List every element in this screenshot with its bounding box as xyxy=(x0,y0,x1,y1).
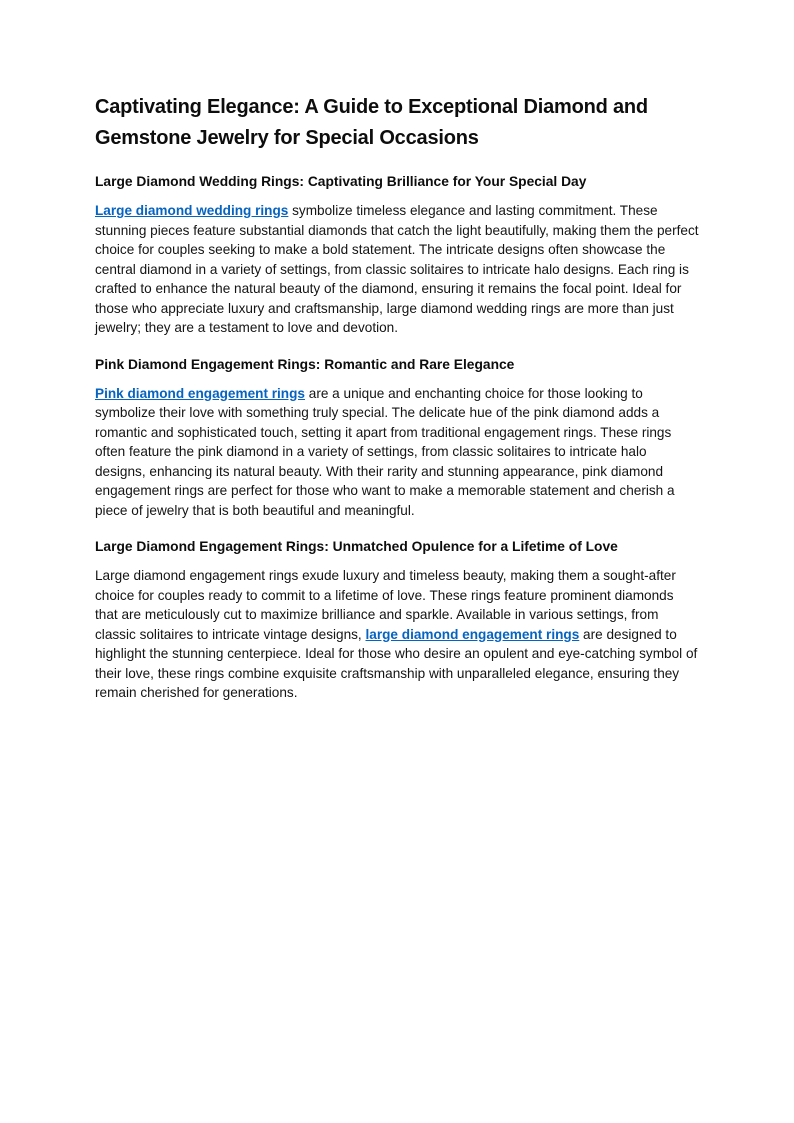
section-large-diamond-wedding-rings xyxy=(95,172,699,338)
paragraph-text: symbolize timeless elegance and lasting commitment. These stunning pieces feature substantial diamonds that catch the light beautifully, making them the perfect choice for couples seeking to make a bold statement. The intricate designs often showcase the central diamond in a variety of settings, from classic solitaires to intricate halo designs. Each ring is crafted to enhance the natural beauty of the diamond, ensuring it remains the focal point. Ideal for those who appreciate luxury and craftsmanship, large diamond wedding rings are more than just jewelry; they are a testament to love and devotion. xyxy=(95,203,699,335)
paragraph-text: are a unique and enchanting choice for those looking to symbolize their love with something truly special. The delicate hue of the pink diamond adds a romantic and sophisticated touch, setting it apart from traditional engagement rings. These rings often feature the pink diamond in a variety of settings, from classic solitaires to intricate halo designs, enhancing its natural beauty. With their rarity and stunning appearance, pink diamond engagement rings are perfect for those who want to make a memorable statement and cherish a piece of jewelry that is both beautiful and meaningful. xyxy=(95,385,675,518)
document-title: Captivating Elegance: A Guide to Exceptional Diamond and Gemstone Jewelry for Special Occasions xyxy=(95,96,648,149)
link-large-diamond-engagement-rings[interactable]: large diamond engagement rings xyxy=(365,626,580,642)
section-large-diamond-engagement-rings xyxy=(95,537,699,703)
paragraph-text: are designed to highlight the stunning centerpiece. Ideal for those who desire an opulent and eye-catching symbol of their love, these rings combine exquisite craftsmanship with unparalleled elegance, ensuring they remain cherished for generations. xyxy=(95,626,698,700)
section-pink-diamond-engagement-rings xyxy=(95,355,699,521)
section-heading-wedding-rings: Large Diamond Wedding Rings: Captivating Brilliance for Your Special Day xyxy=(95,174,587,189)
section-heading-large-engagement-rings: Large Diamond Engagement Rings: Unmatched Opulence for a Lifetime of Love xyxy=(95,539,618,554)
section-paragraph-wedding-rings xyxy=(95,201,699,338)
section-heading-pink-engagement-rings: Pink Diamond Engagement Rings: Romantic and Rare Elegance xyxy=(95,356,515,372)
section-paragraph-large-engagement-rings xyxy=(95,566,699,703)
section-paragraph-pink-engagement-rings xyxy=(95,384,699,521)
link-pink-diamond-engagement-rings[interactable]: Pink diamond engagement rings xyxy=(95,385,305,401)
link-large-diamond-wedding-rings[interactable]: Large diamond wedding rings xyxy=(95,203,289,218)
paragraph-text: Large diamond engagement rings exude luxury and timeless beauty, making them a sought-after choice for couples ready to commit to a lifetime of love. These rings feature prominent diamonds that are meticulously cut to maximize brilliance and sparkle. Available in various settings, from classic solitaires to intricate vintage designs, xyxy=(95,568,676,642)
